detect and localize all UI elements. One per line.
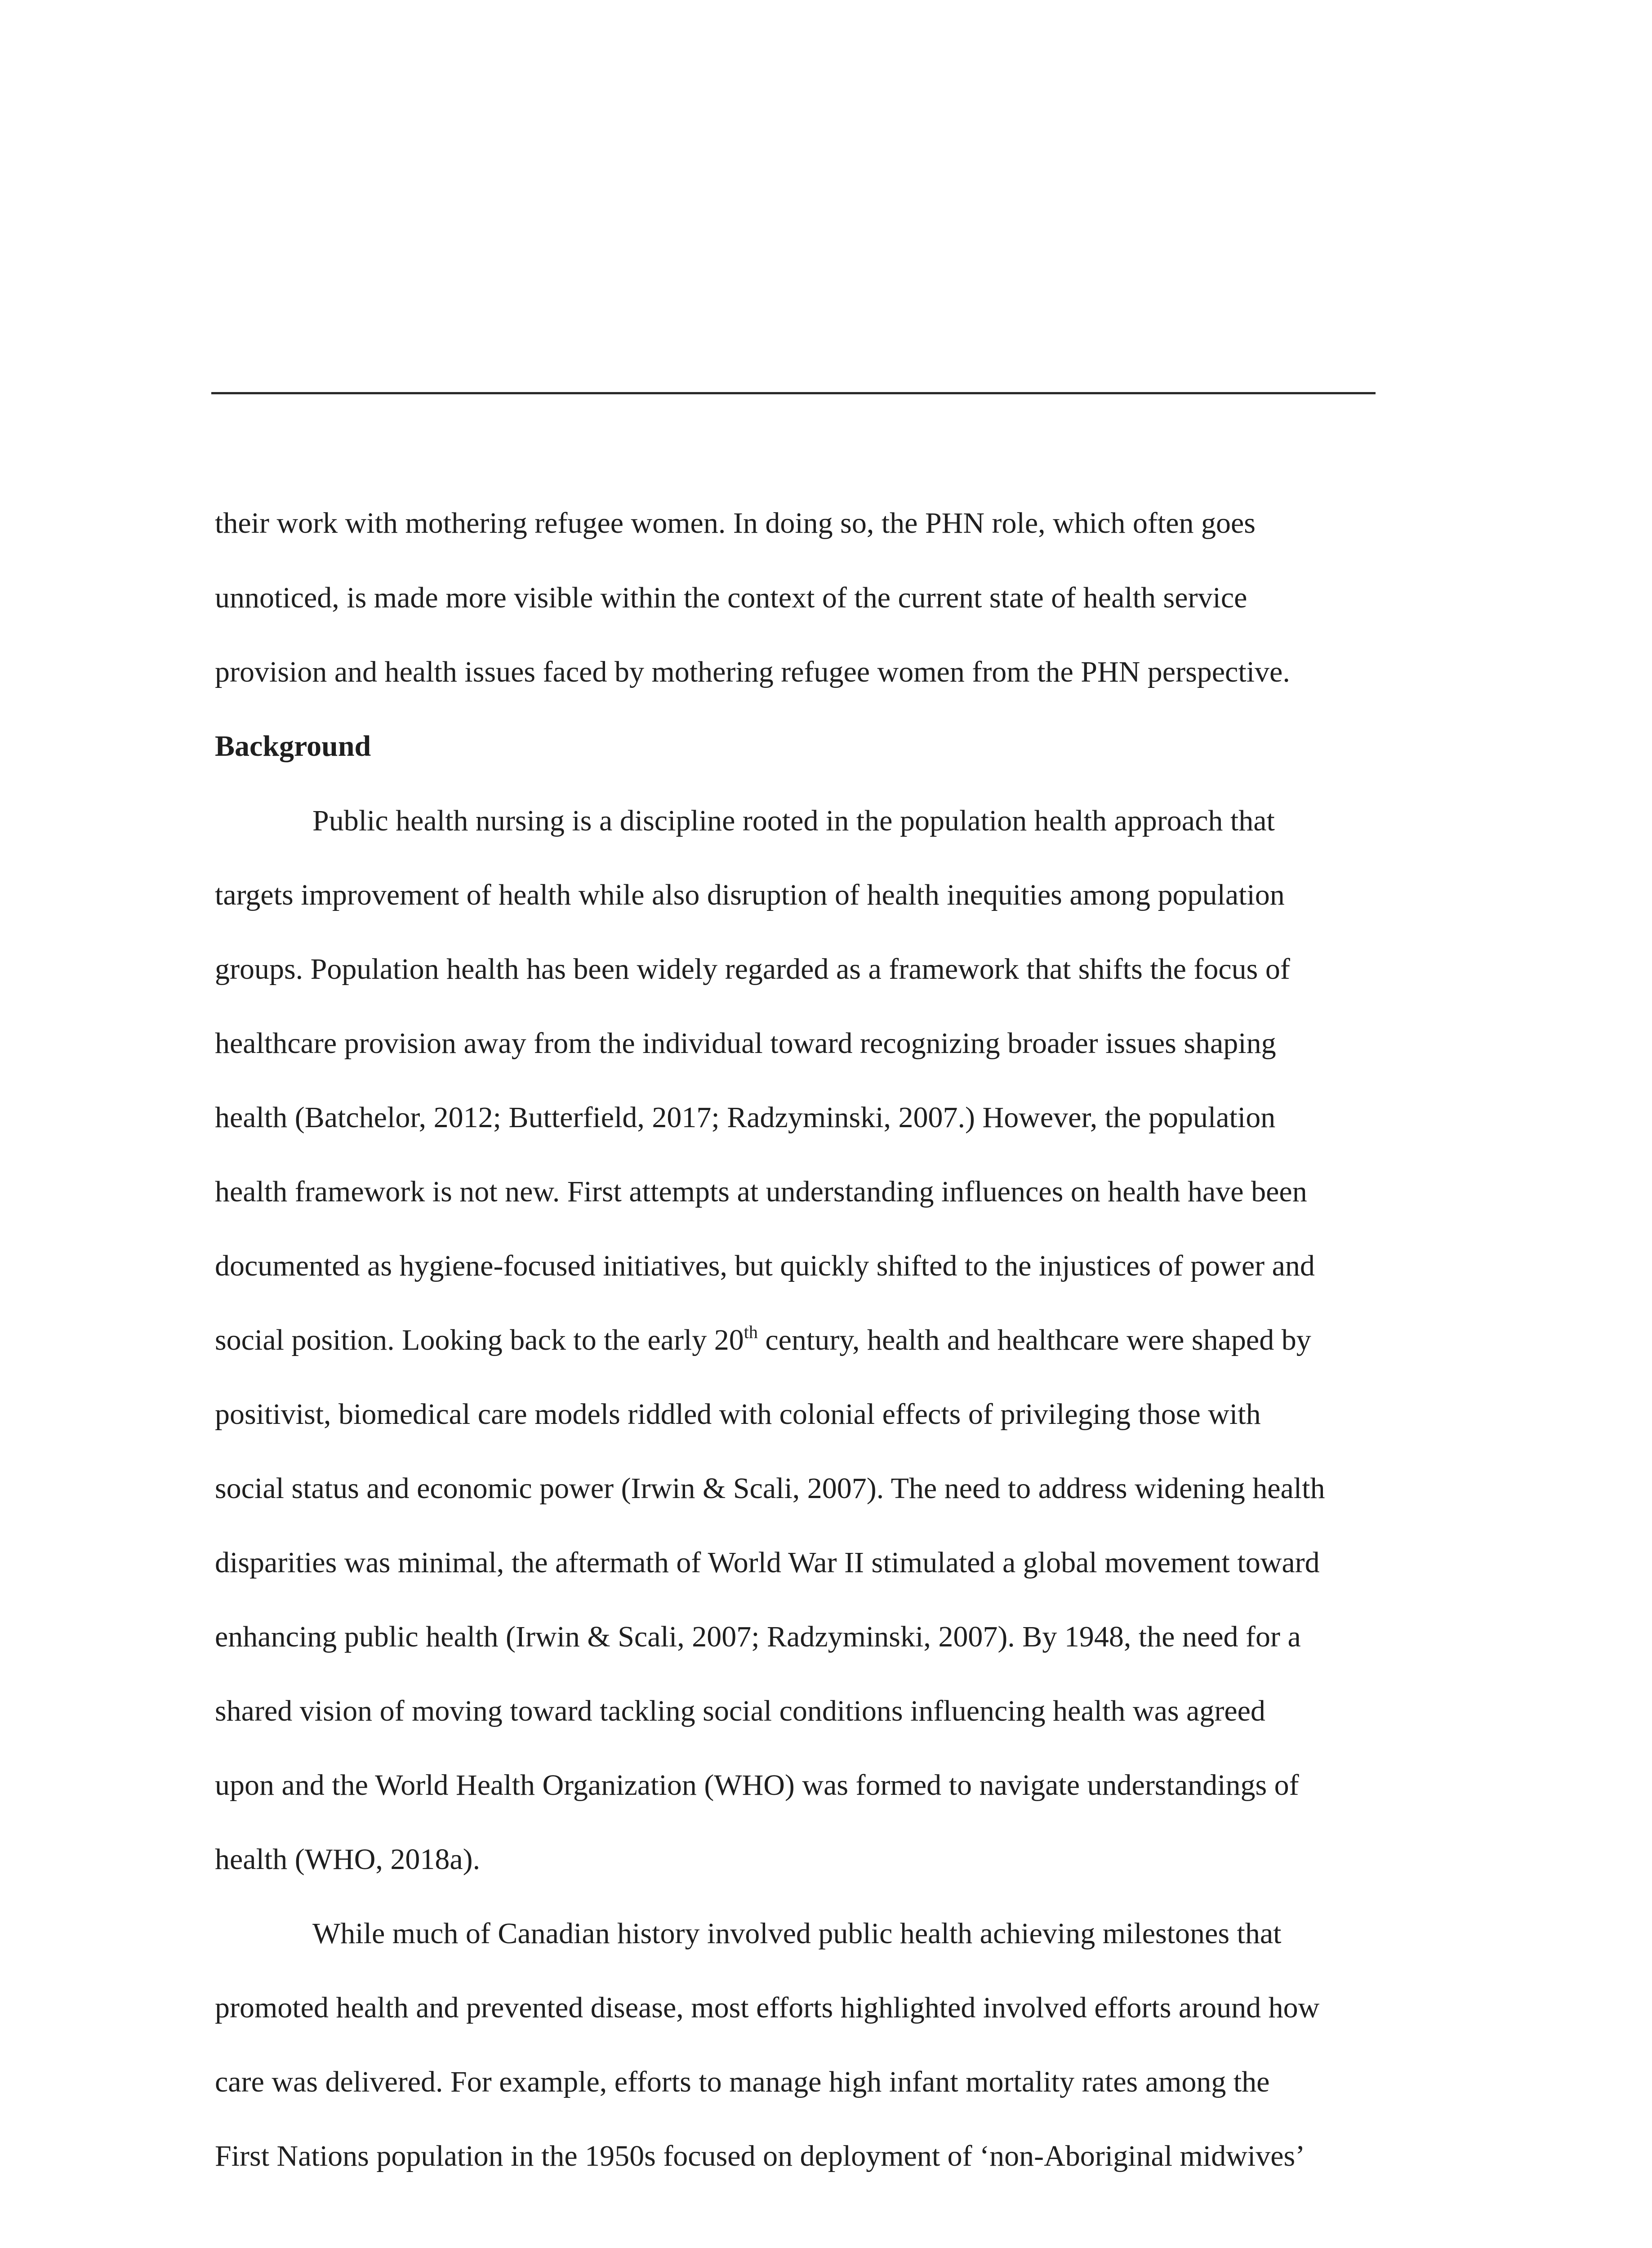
body-text-line: social status and economic power (Irwin & Scali, 2007). The need to address widening health — [215, 1472, 1325, 1505]
section-heading: Background — [215, 730, 371, 763]
body-text-line: positivist, biomedical care models riddled with colonial effects of privileging those with — [215, 1398, 1261, 1431]
body-text-line: promoted health and prevented disease, most efforts highlighted involved efforts around how — [215, 1991, 1320, 2024]
body-text-line: shared vision of moving toward tackling social conditions influencing health was agreed — [215, 1695, 1265, 1727]
body-text-line: care was delivered. For example, efforts to manage high infant mortality rates among the — [215, 2065, 1270, 2098]
body-text-line: While much of Canadian history involved public health achieving milestones that — [312, 1917, 1282, 1950]
body-text-line: enhancing public health (Irwin & Scali, 2007; Radzyminski, 2007). By 1948, the need for a — [215, 1620, 1301, 1653]
body-text-line: Public health nursing is a discipline rooted in the population health approach that — [312, 804, 1275, 837]
body-text-line: groups. Population health has been widely regarded as a framework that shifts the focus of — [215, 953, 1290, 986]
body-text-line: health (WHO, 2018a). — [215, 1843, 481, 1876]
body-text-line: their work with mothering refugee women. In doing so, the PHN role, which often goes — [215, 507, 1256, 540]
body-text-line: documented as hygiene-focused initiatives, but quickly shifted to the injustices of power and — [215, 1249, 1315, 1282]
superscript-th: th — [744, 1322, 758, 1342]
body-text-line: health framework is not new. First attempts at understanding influences on health have been — [215, 1175, 1307, 1208]
body-text-line: First Nations population in the 1950s focused on deployment of ‘non-Aboriginal midwives’ — [215, 2140, 1305, 2172]
body-text-line: disparities was minimal, the aftermath of World War II stimulated a global movement toward — [215, 1546, 1320, 1579]
body-text-line: targets improvement of health while also disruption of health inequities among population — [215, 879, 1285, 911]
century-text-before: social position. Looking back to the early 20 — [215, 1324, 744, 1356]
body-text-line: upon and the World Health Organization (WHO) was formed to navigate understandings of — [215, 1769, 1299, 1802]
body-text-line: health (Batchelor, 2012; Butterfield, 2017; Radzyminski, 2007.) However, the population — [215, 1101, 1276, 1134]
body-text-line: unnoticed, is made more visible within the context of the current state of health service — [215, 581, 1247, 614]
body-text-line: provision and health issues faced by mothering refugee women from the PHN perspective. — [215, 656, 1290, 688]
body-text-line-with-superscript — [215, 1322, 1311, 1358]
header-rule — [211, 392, 1376, 394]
century-text-after: century, health and healthcare were shaped by — [757, 1324, 1311, 1356]
body-text-line: healthcare provision away from the individual toward recognizing broader issues shaping — [215, 1027, 1276, 1060]
